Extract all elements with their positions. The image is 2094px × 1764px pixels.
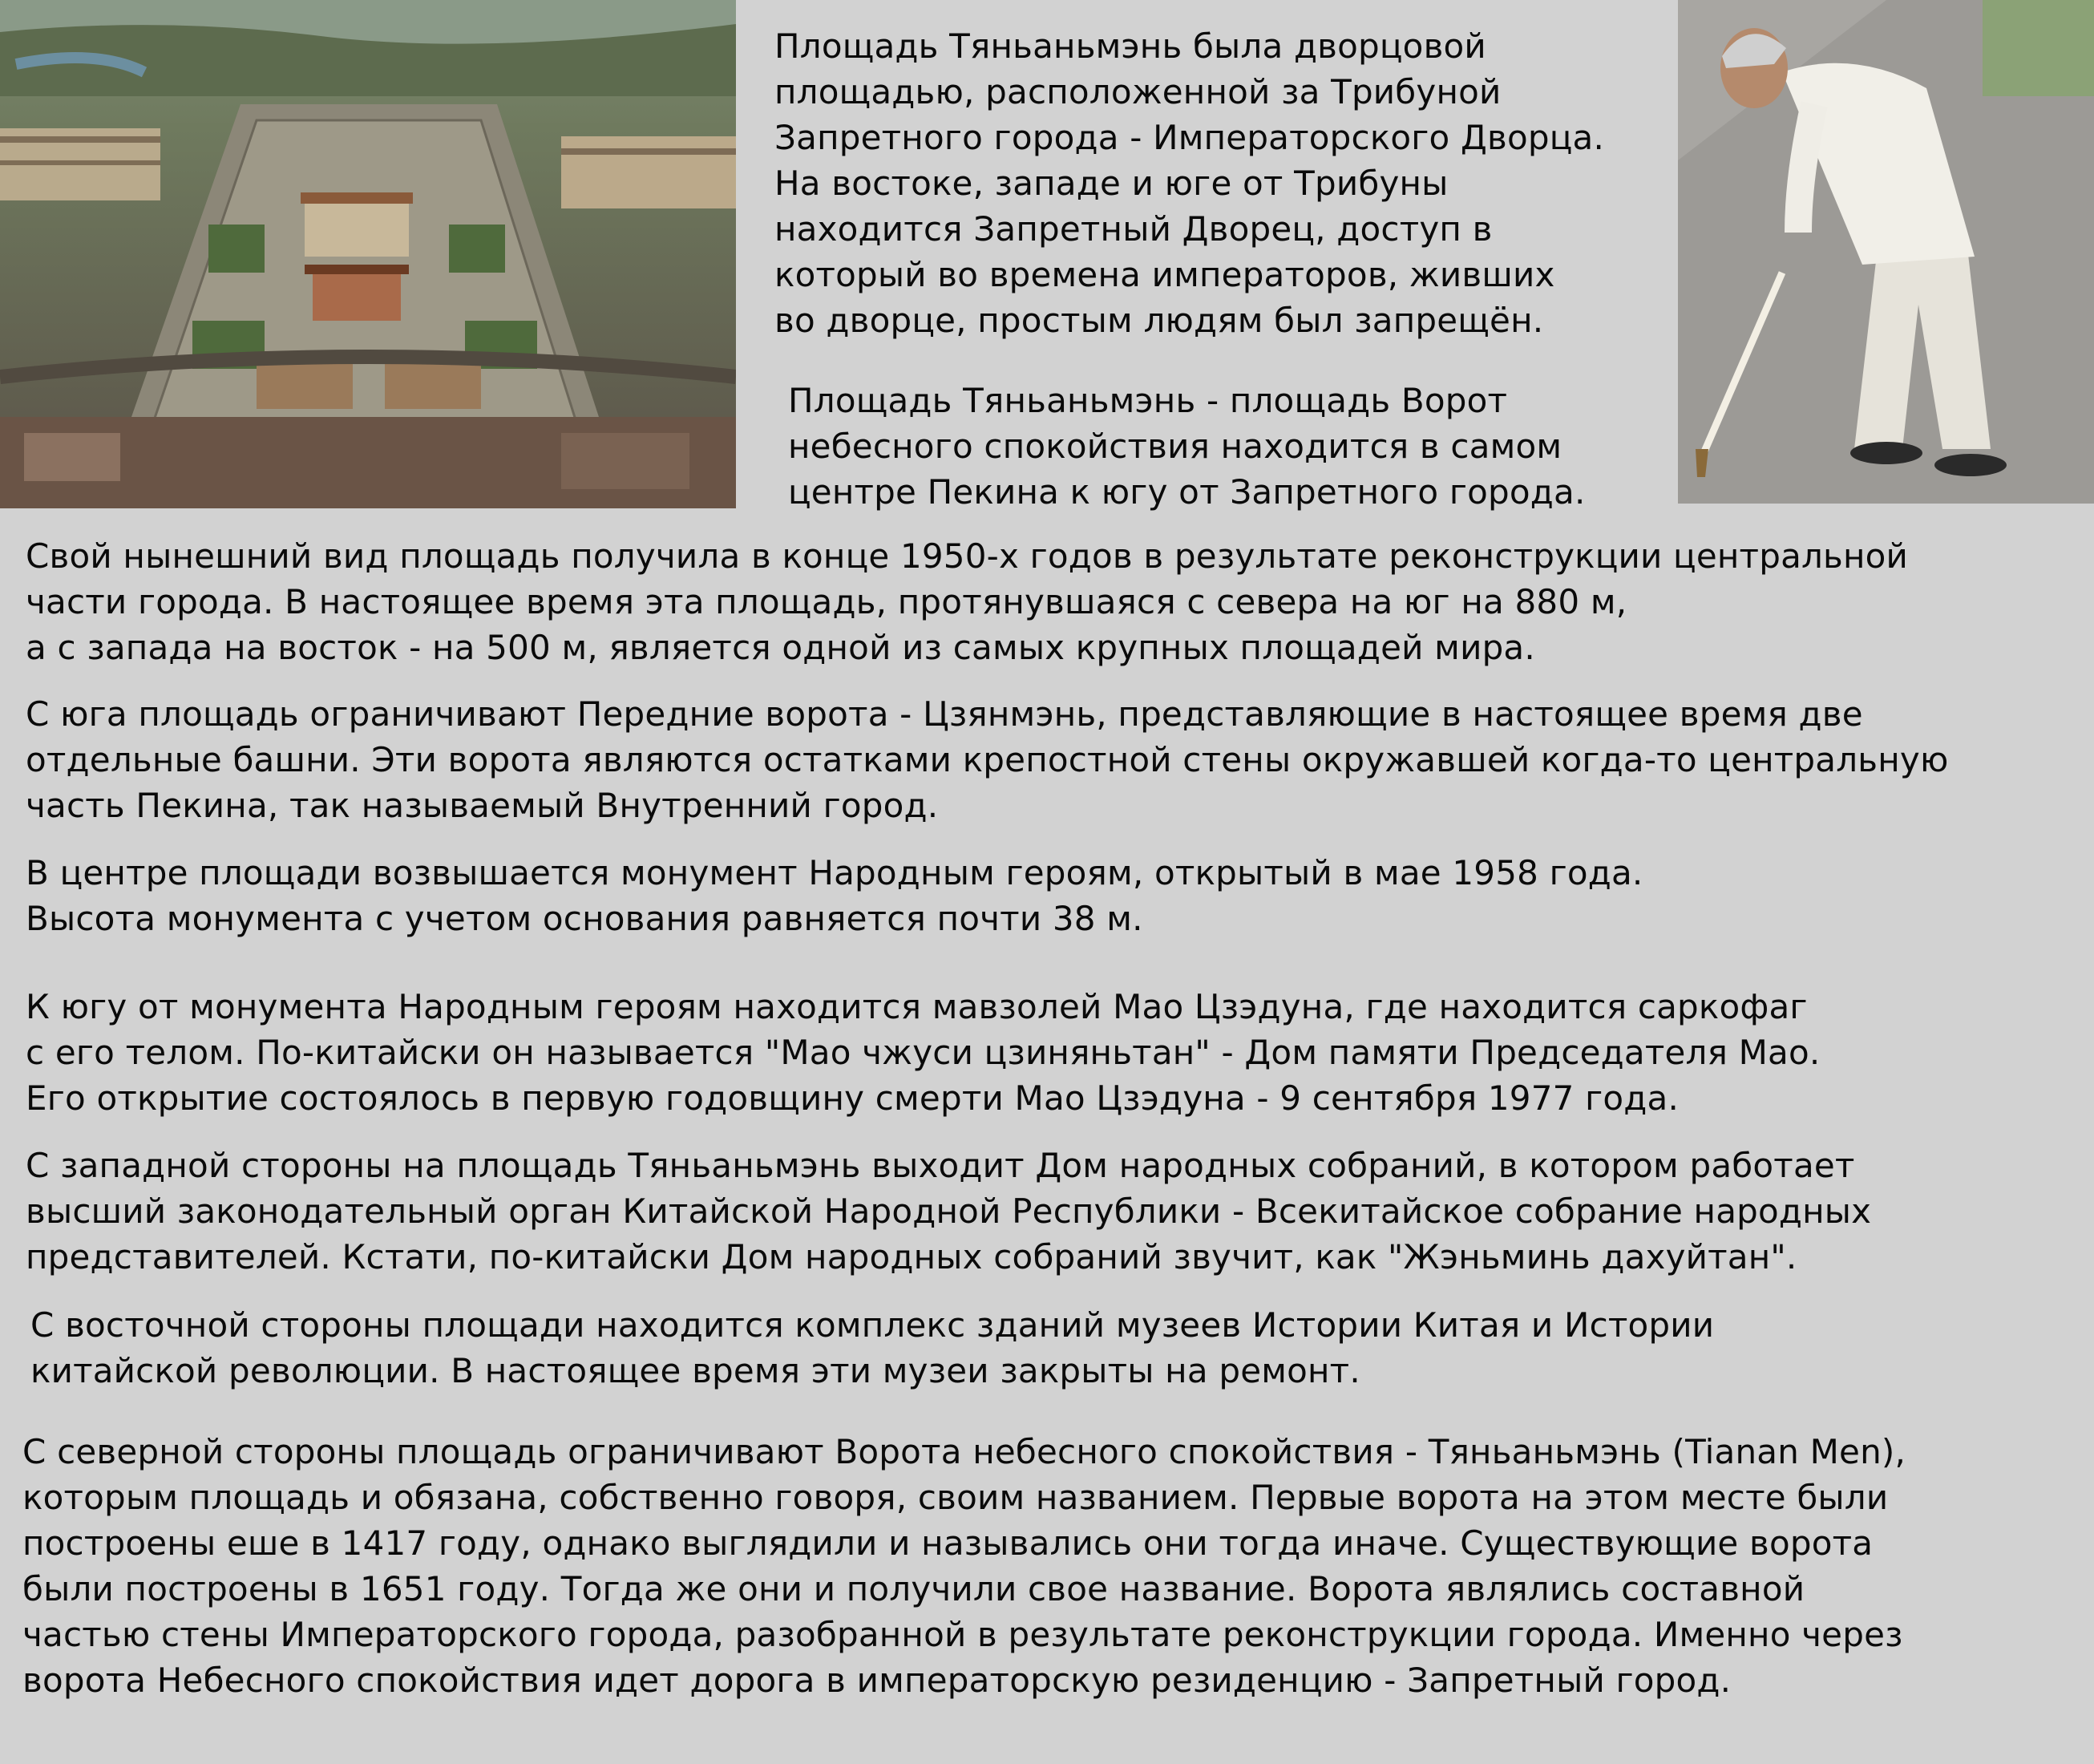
paragraph-tiananmen-gate: С северной стороны площадь ограничивают Ворота небесного спокойствия - Тяньаньмэнь (Tianan Men), которым площадь и обязана, собственно говоря, своим названием. Первые ворота на этом месте были построены еше в 1417 году, однако выглядили и назывались они тогда иначе. Существующие ворота были построены в 1651 году. Тогда же они и получили свое название. Ворота являлись составной частью стены Императорского города, разобранной в результате реконструкции города. Именно через ворота Небесного спокойствия идет дорога в императорскую резиденцию - Запретный город. xyxy=(22,1432,1906,1700)
paragraph-museums: С восточной стороны площади находится комплекс зданий музеев Истории Китая и Истории китайской революции. В настоящее время эти музеи закрыты на ремонт. xyxy=(30,1305,1715,1390)
paragraph-mausoleum: К югу от монумента Народным героям находится мавзолей Мао Цзэдуна, где находится саркофаг с его телом. По-китайски он называется "Мао чжуси цзиняньтан" - Дом памяти Председателя Мао. Его открытие состоялось в первую годовщину смерти Мао Цзэдуна - 9 сентября 1977 года. xyxy=(26,987,1821,1118)
paragraph-great-hall: С западной стороны на площадь Тяньаньмэнь выходит Дом народных собраний, в котором работает высший законодательный орган Китайской Народной Республики - Всекитайское собрание народных представителей. Кстати, по-китайски Дом народных собраний звучит, как "Жэньминь дахуйтан". xyxy=(26,1146,1872,1276)
paragraph-front-gate: С юга площадь ограничивают Передние ворота - Цзянмэнь, представляющие в настоящее время две отдельные башни. Эти ворота являются остатками крепостной стены окружавшей когда-то центральную часть Пекина, так называемый Внутренний город. xyxy=(26,694,1949,825)
intro-paragraph-history: Площадь Тяньаньмэнь была дворцовой площадью, расположенной за Трибуной Запретного города - Императорского Дворца. На востоке, западе и юге от Трибуны находится Запретный Дворец, доступ в который во времена императоров, живших во дворце, простым людям был запрещён. xyxy=(774,26,1605,340)
calligrapher-photo xyxy=(1678,0,2094,504)
aerial-square-photo xyxy=(0,0,736,508)
paragraph-square-size: Свой нынешний вид площадь получила в конце 1950-х годов в результате реконструкции центральной части города. В настоящее время эта площадь, протянувшаяся с севера на юг на 880 м, а с запада на восток - на 500 м, является одной из самых крупных площадей мира. xyxy=(26,536,1909,667)
intro-paragraph-location: Площадь Тяньаньмэнь - площадь Ворот небесного спокойствия находится в самом центре Пекина к югу от Запретного города. xyxy=(788,381,1586,512)
aerial-city-square-icon xyxy=(0,0,736,508)
elderly-man-water-calligraphy-icon xyxy=(1678,0,2094,504)
paragraph-monument: В центре площади возвышается монумент Народным героям, открытый в мае 1958 года. Высота монумента с учетом основания равняется почти 38 м. xyxy=(26,853,1643,938)
